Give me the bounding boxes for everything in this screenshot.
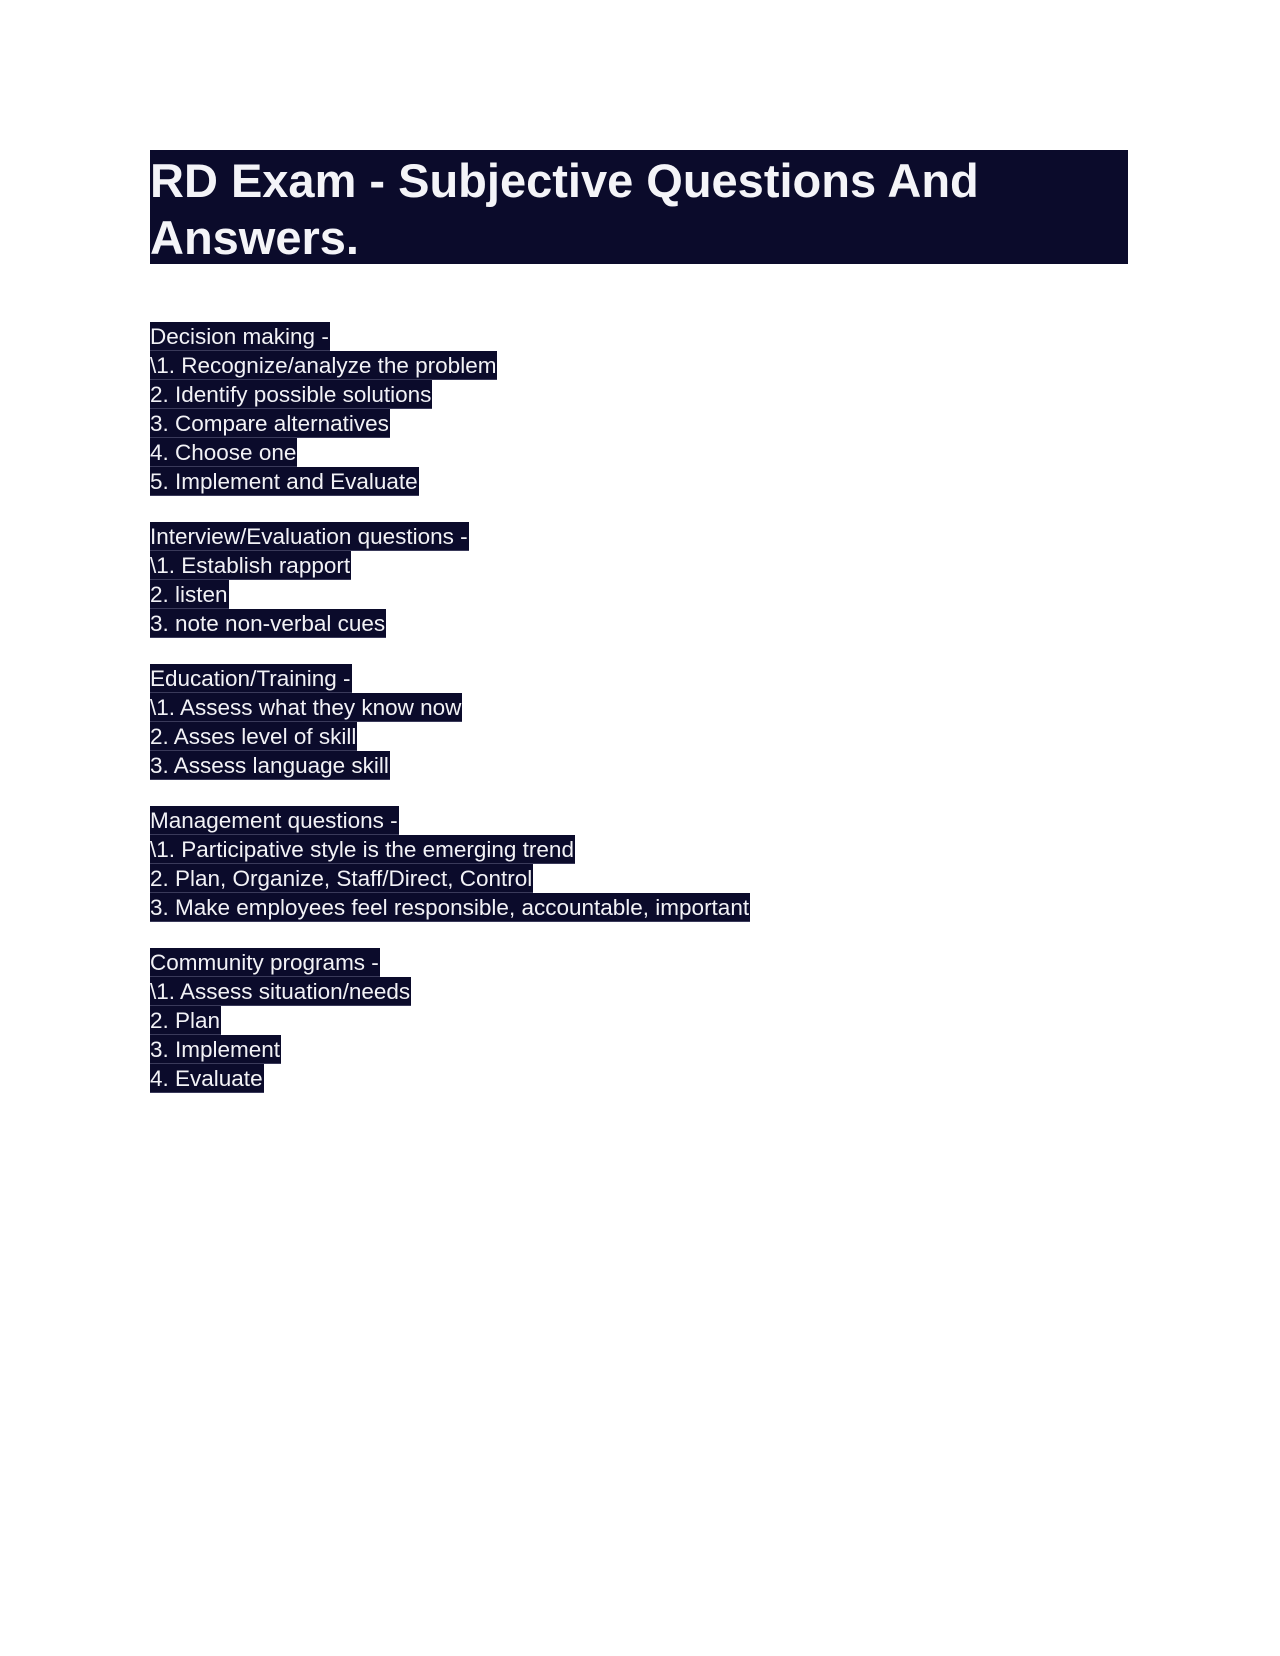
list-item: 2. listen [150,582,228,607]
list-item: 4. Choose one [150,440,297,465]
section-management [150,806,1128,922]
list-item: 4. Evaluate [150,1066,263,1091]
document-title: RD Exam - Subjective Questions And Answers. [150,150,1128,264]
list-item: 5. Implement and Evaluate [150,469,418,494]
section-heading: Education/Training - [150,666,351,691]
section-decision-making [150,322,1128,496]
list-item: 2. Plan, Organize, Staff/Direct, Control [150,866,533,891]
list-item: 3. Assess language skill [150,753,389,778]
list-item: 2. Plan [150,1008,221,1033]
section-heading: Community programs - [150,950,379,975]
section-interview-evaluation [150,522,1128,638]
list-item: \1. Assess what they know now [150,695,462,720]
list-item: 2. Asses level of skill [150,724,357,749]
list-item: \1. Assess situation/needs [150,979,411,1004]
list-item: \1. Participative style is the emerging trend [150,837,574,862]
list-item: 3. Implement [150,1037,281,1062]
list-item: \1. Establish rapport [150,553,351,578]
list-item: 3. Make employees feel responsible, accountable, important [150,895,750,920]
list-item: 2. Identify possible solutions [150,382,432,407]
section-education-training [150,664,1128,780]
list-item: \1. Recognize/analyze the problem [150,353,497,378]
section-community-programs [150,948,1128,1093]
section-heading: Decision making - [150,324,329,349]
section-heading: Interview/Evaluation questions - [150,524,468,549]
sections-container [150,322,1128,1093]
section-heading: Management questions - [150,808,398,833]
list-item: 3. note non-verbal cues [150,611,386,636]
list-item: 3. Compare alternatives [150,411,389,436]
document-page [150,150,1128,1119]
